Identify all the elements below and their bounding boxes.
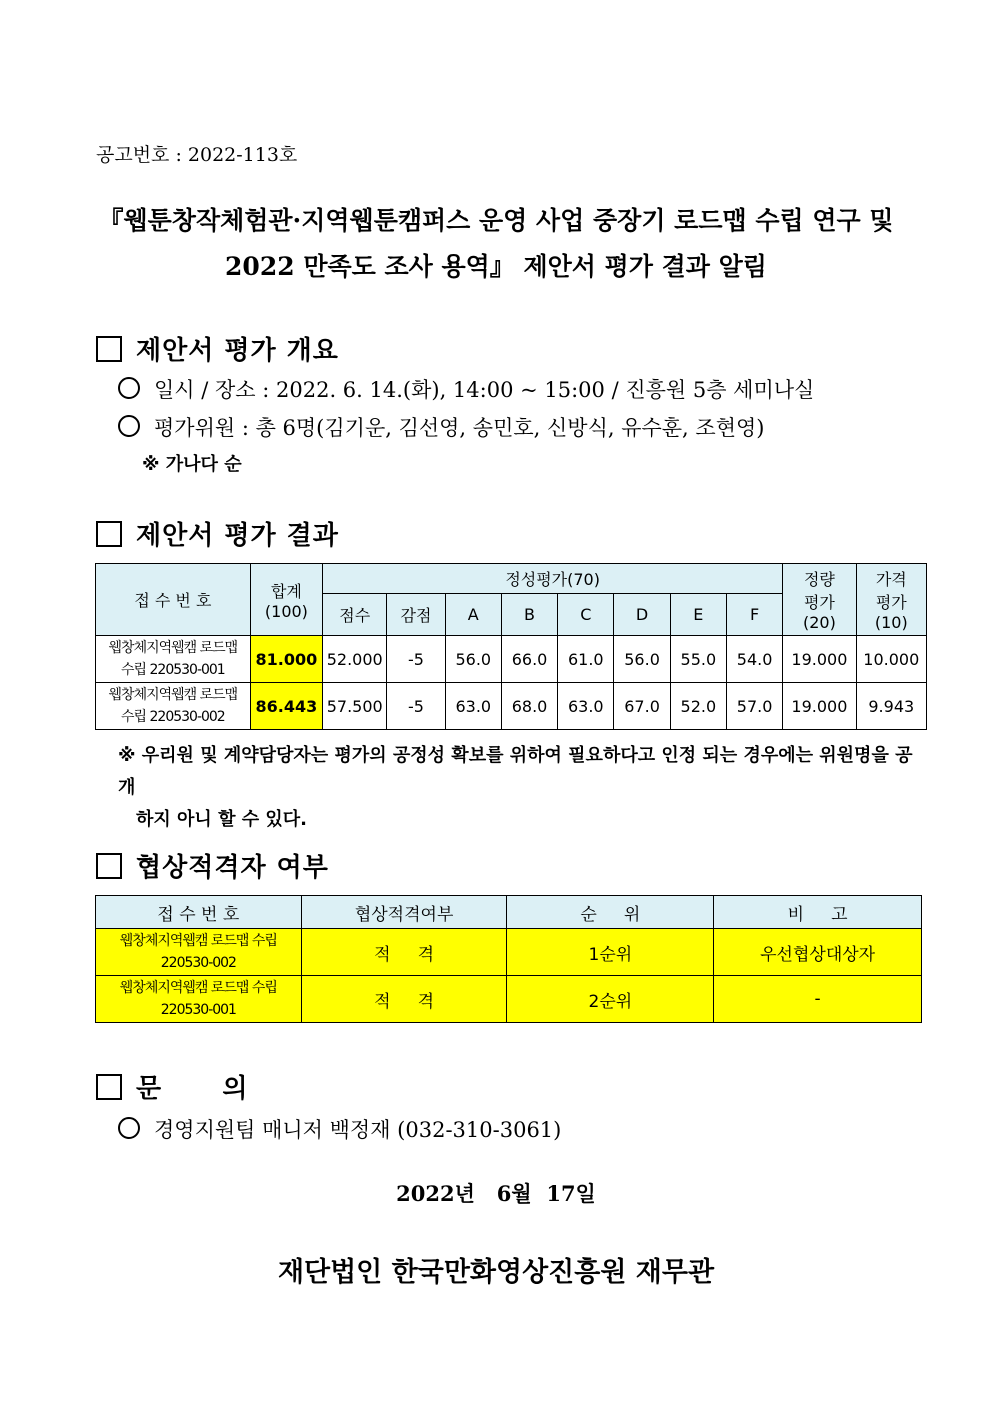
header-b: B: [501, 594, 557, 636]
evaluation-result-table: [95, 563, 927, 730]
receipt-cell: 웹창체지역웹캠 로드맵 수립 220530-001: [96, 976, 302, 1023]
deduction-cell: -5: [387, 636, 445, 683]
price-cell: 9.943: [856, 683, 926, 730]
section-negotiation-heading: 협상적격자 여부: [96, 847, 329, 884]
eligibility-cell: 적 격: [301, 929, 507, 976]
header-d: D: [614, 594, 670, 636]
section-inquiry-heading: 문 의: [96, 1068, 249, 1105]
total-cell: 81.000: [250, 636, 322, 683]
b-cell: 66.0: [501, 636, 557, 683]
header-remarks: 비 고: [714, 896, 922, 929]
header-score: 점수: [323, 594, 387, 636]
receipt-cell: 웹창체지역웹캠 로드맵 수립 220530-002: [96, 929, 302, 976]
circle-bullet-icon: [118, 1117, 140, 1139]
a-cell: 63.0: [445, 683, 501, 730]
header-deduction: 감점: [387, 594, 445, 636]
title-line-1: 『웹툰창작체험관·지역웹툰캠퍼스 운영 사업 중장기 로드맵 수립 연구 및: [98, 206, 894, 235]
result-footnote: ※ 우리원 및 계약담당자는 평가의 공정성 확보를 위하여 필요하다고 인정 되는 경우에는 위원명을 공개 하지 아니 할 수 있다.: [118, 745, 913, 830]
circle-bullet-icon: [118, 377, 140, 399]
header-price: 가격 평가 (10): [856, 564, 926, 636]
table-row: [96, 683, 927, 730]
checkbox-square-icon: [96, 853, 122, 879]
circle-bullet-icon: [118, 415, 140, 437]
f-cell: 57.0: [726, 683, 782, 730]
remarks-cell: 우선협상대상자: [714, 929, 922, 976]
rank-cell: 1순위: [507, 929, 714, 976]
inquiry-contact: 경영지원팀 매니저 백정재 (032-310-3061): [118, 1114, 561, 1144]
overview-item-datetime: 일시 / 장소 : 2022. 6. 14.(화), 14:00 ~ 15:00 / 진흥원 5층 세미나실: [118, 374, 814, 404]
document-title: [60, 198, 932, 290]
header-quantitative: 정량 평가 (20): [783, 564, 856, 636]
deduction-cell: -5: [387, 683, 445, 730]
total-cell: 86.443: [250, 683, 322, 730]
header-rank: 순 위: [507, 896, 714, 929]
section-result-heading: 제안서 평가 결과: [96, 515, 339, 552]
price-cell: 10.000: [856, 636, 926, 683]
issuing-organization: 재단법인 한국만화영상진흥원 재무관: [277, 1257, 715, 1288]
header-a: A: [445, 594, 501, 636]
section-overview-heading: 제안서 평가 개요: [96, 330, 339, 367]
checkbox-square-icon: [96, 521, 122, 547]
score-cell: 57.500: [323, 683, 387, 730]
b-cell: 68.0: [501, 683, 557, 730]
header-e: E: [670, 594, 726, 636]
header-f: F: [726, 594, 782, 636]
table-row: [96, 929, 922, 976]
c-cell: 61.0: [558, 636, 614, 683]
table-row: [96, 976, 922, 1023]
e-cell: 52.0: [670, 683, 726, 730]
header-eligibility: 협상적격여부: [301, 896, 507, 929]
quantitative-cell: 19.000: [783, 683, 856, 730]
overview-note: ※ 가나다 순: [142, 454, 242, 475]
negotiation-table: [95, 895, 922, 1023]
header-total: 합계 (100): [250, 564, 322, 636]
checkbox-square-icon: [96, 1074, 122, 1100]
checkbox-square-icon: [96, 336, 122, 362]
quantitative-cell: 19.000: [783, 636, 856, 683]
remarks-cell: -: [714, 976, 922, 1023]
notice-number: 공고번호 : 2022-113호: [96, 144, 298, 166]
receipt-cell: 웹창체지역웹캠 로드맵 수립 220530-002: [96, 683, 251, 730]
document-date: 2022년 6월 17일: [396, 1181, 596, 1206]
header-receipt: 접 수 번 호: [96, 896, 302, 929]
overview-item-evaluators: 평가위원 : 총 6명(김기운, 김선영, 송민호, 신방식, 유수훈, 조현영): [118, 412, 764, 442]
header-receipt: 접 수 번 호: [96, 564, 251, 636]
d-cell: 67.0: [614, 683, 670, 730]
score-cell: 52.000: [323, 636, 387, 683]
table-row: [96, 636, 927, 683]
header-qualitative: 정성평가(70): [323, 564, 783, 594]
receipt-cell: 웹창체지역웹캠 로드맵 수립 220530-001: [96, 636, 251, 683]
eligibility-cell: 적 격: [301, 976, 507, 1023]
rank-cell: 2순위: [507, 976, 714, 1023]
c-cell: 63.0: [558, 683, 614, 730]
header-c: C: [558, 594, 614, 636]
d-cell: 56.0: [614, 636, 670, 683]
f-cell: 54.0: [726, 636, 782, 683]
e-cell: 55.0: [670, 636, 726, 683]
title-line-2: 2022 만족도 조사 용역』 제안서 평가 결과 알림: [225, 252, 767, 281]
a-cell: 56.0: [445, 636, 501, 683]
